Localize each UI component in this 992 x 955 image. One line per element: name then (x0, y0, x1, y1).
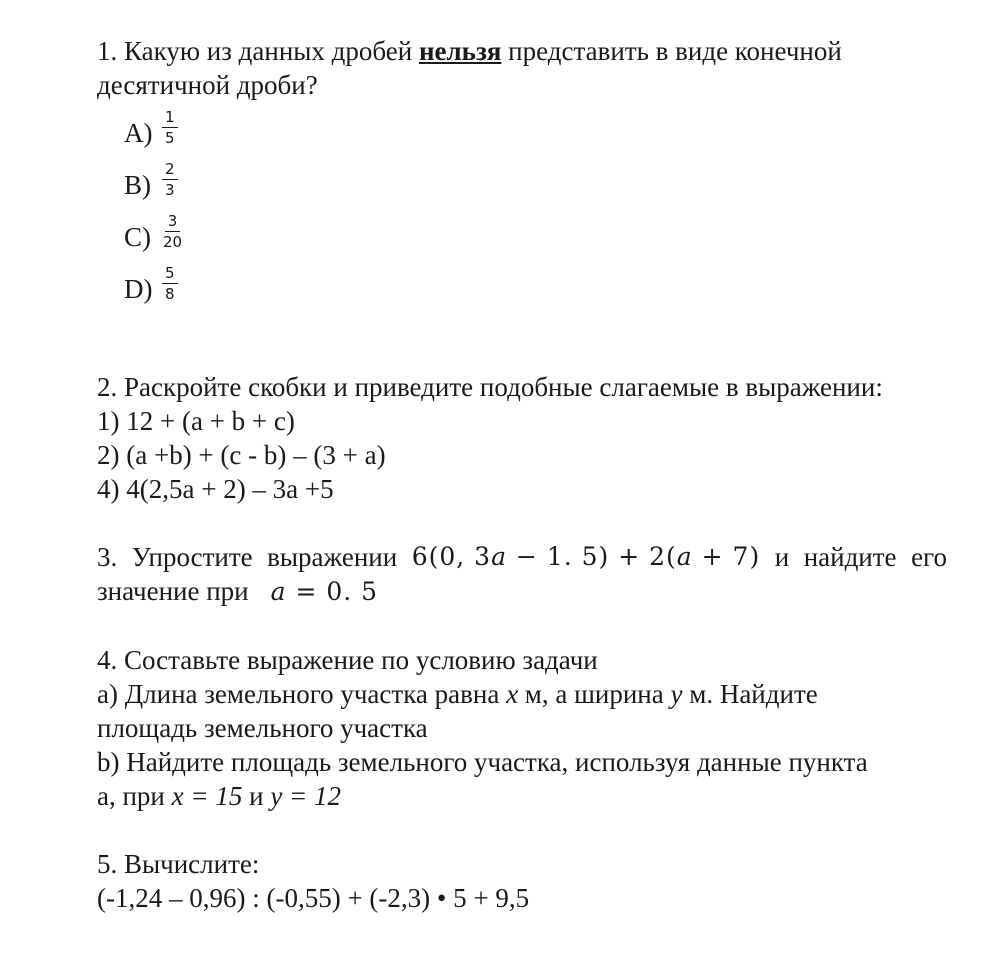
worksheet (97, 34, 947, 915)
question-5 (97, 847, 947, 915)
fraction (160, 212, 185, 251)
denominator: 20 (163, 233, 183, 251)
option-label: C) (124, 222, 151, 252)
q4-a-line-2: площадь земельного участка (97, 713, 428, 743)
q4-b-line-2 (97, 779, 947, 813)
expr-variable: a (676, 542, 693, 571)
q3-line-2 (97, 574, 947, 609)
q3-word: найдите (803, 542, 897, 572)
q1-emphasis-word: нельзя (418, 36, 502, 66)
fraction (162, 160, 178, 199)
q2-item-3: 4) 4(2,5a + 2) – 3a +5 (97, 474, 334, 504)
q3-word: его (911, 542, 947, 572)
q3-word: Упростите (131, 542, 253, 572)
option-d (97, 264, 947, 316)
q4-text: a) Длина земельного участка равна (97, 679, 507, 709)
q4-title: 4. Составьте выражение по условию задачи (97, 645, 598, 675)
q4-value-y: y = 12 (270, 781, 342, 811)
denominator: 3 (165, 181, 175, 199)
numerator: 3 (165, 212, 181, 232)
q3-word: выражении (267, 542, 398, 572)
q4-text: м, а ширина (518, 679, 671, 709)
expr-part: 6(0, 3 (411, 542, 492, 571)
expr-variable: a (491, 542, 507, 571)
q2-item-1: 1) 12 + (a + b + c) (97, 406, 295, 436)
q4-text: и (242, 781, 271, 811)
q4-a-line-1 (97, 677, 947, 711)
q4-text: a, при (97, 781, 172, 811)
option-label: D) (124, 274, 153, 304)
expr-part: − 1. 5) + 2( (506, 542, 677, 571)
q2-title: 2. Раскройте скобки и приведите подобные слагаемые в выражении: (97, 372, 883, 402)
q4-b-line-1: b) Найдите площадь земельного участка, используя данные пункта (97, 747, 868, 777)
q1-options (97, 108, 947, 316)
q5-expression: (-1,24 – 0,96) : (-0,55) + (-2,3) • 5 + 9,5 (97, 883, 530, 913)
q3-number: 3. (97, 542, 118, 572)
denominator: 8 (165, 285, 175, 303)
numerator: 1 (162, 108, 178, 128)
q4-value-x: x = 15 (171, 781, 243, 811)
fraction (162, 264, 178, 303)
question-4 (97, 643, 947, 813)
condition-variable: a (270, 577, 287, 606)
option-b (97, 160, 947, 212)
condition-value: = 0. 5 (286, 577, 379, 606)
q4-variable-y: y (670, 679, 683, 709)
option-c (97, 212, 947, 264)
numerator: 2 (162, 160, 178, 180)
option-label: B) (124, 170, 151, 200)
expr-part: + 7) (692, 542, 761, 571)
q3-line-1 (97, 540, 947, 574)
q1-line-1 (97, 34, 947, 68)
q3-expression (412, 540, 761, 574)
numerator: 5 (162, 264, 178, 284)
fraction (162, 108, 178, 147)
denominator: 5 (165, 129, 175, 147)
q2-item-2: 2) (a +b) + (c - b) – (3 + a) (97, 440, 386, 470)
q3-word: и (774, 542, 790, 572)
q1-line-2: десятичной дроби? (97, 70, 318, 100)
question-2 (97, 370, 947, 506)
q3-condition (271, 577, 378, 606)
q3-text: значение при (97, 576, 249, 606)
q4-variable-x: x (506, 679, 519, 709)
q1-text-start: 1. Какую из данных дробей (97, 36, 419, 66)
question-3 (97, 540, 947, 609)
option-label: A) (124, 118, 153, 148)
q5-title: 5. Вычислите: (97, 849, 260, 879)
question-1 (97, 34, 947, 316)
q1-text-end: представить в виде конечной (501, 36, 842, 66)
q4-text: м. Найдите (682, 679, 818, 709)
option-a (97, 108, 947, 160)
